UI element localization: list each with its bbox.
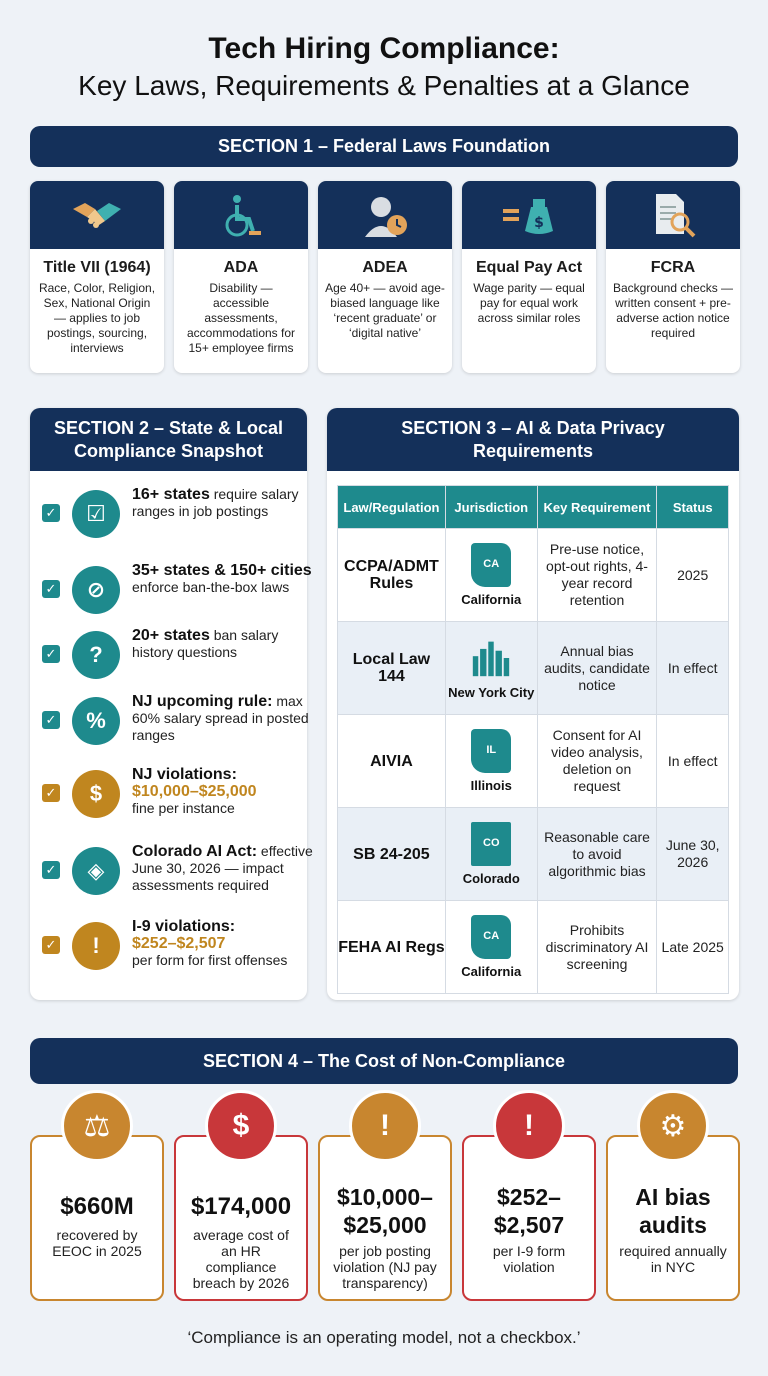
item-text bbox=[132, 843, 322, 894]
wheelchair-icon bbox=[217, 191, 265, 239]
percent-arrow-icon: % bbox=[72, 697, 120, 745]
section3-heading: SECTION 3 – AI & Data Privacy Requirements bbox=[327, 408, 739, 471]
clipboard-checklist-icon: ☑ bbox=[72, 490, 120, 538]
state-map-icon: CA bbox=[471, 915, 511, 959]
status-cell: In effect bbox=[657, 622, 729, 715]
item-highlight: NJ violations: bbox=[132, 766, 237, 783]
column-header: Jurisdiction bbox=[445, 486, 537, 529]
handshake-icon bbox=[69, 195, 125, 235]
law-description: Age 40+ — avoid age-biased language like ‘recent graduate’ or ‘digital native’ bbox=[325, 281, 445, 340]
state-map-icon: IL bbox=[471, 729, 511, 773]
status-cell: June 30, 2026 bbox=[657, 808, 729, 901]
jurisdiction-name: California bbox=[461, 963, 522, 979]
item-highlight: 20+ states bbox=[132, 627, 210, 644]
item-detail: enforce ban-the-box laws bbox=[132, 579, 290, 595]
item-text bbox=[132, 693, 322, 744]
law-cell: CCPA/ADMT Rules bbox=[338, 529, 446, 622]
item-highlight: I-9 violations: bbox=[132, 918, 236, 935]
form-alert-icon: ! bbox=[72, 922, 120, 970]
checkbox-icon: ✓ bbox=[42, 504, 60, 522]
cost-value: $252–$2,507 bbox=[493, 1184, 565, 1238]
federal-card-title-vii bbox=[30, 181, 164, 373]
fine-amount: $10,000–$25,000 bbox=[132, 783, 257, 800]
cost-value: $10,000–$25,000 bbox=[337, 1184, 433, 1238]
question-money-icon: ? bbox=[72, 631, 120, 679]
gavel-icon: ⚖ bbox=[61, 1090, 133, 1162]
column-header: Key Requirement bbox=[537, 486, 657, 529]
jurisdiction-cell bbox=[445, 715, 537, 808]
law-cell: AIVIA bbox=[338, 715, 446, 808]
item-text bbox=[132, 766, 322, 817]
status-cell: Late 2025 bbox=[657, 901, 729, 994]
law-description: Wage parity — equal pay for equal work across similar roles bbox=[473, 281, 585, 325]
state-map-icon: CA bbox=[471, 543, 511, 587]
jurisdiction-name: New York City bbox=[448, 684, 535, 700]
fine-amount: $252–$2,507 bbox=[132, 935, 226, 952]
document-alert-icon: ! bbox=[349, 1090, 421, 1162]
cost-description: recovered by EEOC in 2025 bbox=[52, 1227, 142, 1259]
law-cell: SB 24-205 bbox=[338, 808, 446, 901]
requirement-cell: Prohibits discriminatory AI screening bbox=[537, 901, 657, 994]
table-row bbox=[338, 529, 729, 622]
jurisdiction-cell bbox=[445, 529, 537, 622]
item-text bbox=[132, 918, 322, 969]
item-highlight: 35+ states & 150+ cities bbox=[132, 562, 312, 579]
item-text bbox=[132, 627, 322, 661]
section1-heading: SECTION 1 – Federal Laws Foundation bbox=[30, 126, 738, 167]
law-cell: Local Law 144 bbox=[338, 622, 446, 715]
requirement-cell: Reasonable care to avoid algorithmic bias bbox=[537, 808, 657, 901]
federal-card-fcra bbox=[606, 181, 740, 373]
robot-search-icon: ⚙ bbox=[637, 1090, 709, 1162]
item-highlight: NJ upcoming rule: bbox=[132, 693, 273, 710]
checkbox-icon: ✓ bbox=[42, 711, 60, 729]
table-row bbox=[338, 901, 729, 994]
table-row bbox=[338, 622, 729, 715]
law-cell: FEHA AI Regs bbox=[338, 901, 446, 994]
ai-brain-icon: ◈ bbox=[72, 847, 120, 895]
jurisdiction-cell bbox=[445, 901, 537, 994]
prohibited-icon: ⊘ bbox=[72, 566, 120, 614]
cost-description: per job posting violation (NJ pay transparency) bbox=[333, 1243, 437, 1291]
cost-description: required annually in NYC bbox=[619, 1243, 727, 1275]
item-text bbox=[132, 562, 322, 596]
page-subtitle: Key Laws, Requirements & Penalties at a Glance bbox=[78, 70, 690, 101]
requirement-cell: Pre-use notice, opt-out rights, 4-year record retention bbox=[537, 529, 657, 622]
status-cell: In effect bbox=[657, 715, 729, 808]
state-compliance-item bbox=[40, 562, 320, 622]
money-bag-equal-icon bbox=[499, 193, 559, 237]
state-map-icon: CO bbox=[471, 822, 511, 866]
form-alert-icon: ! bbox=[493, 1090, 565, 1162]
status-cell: 2025 bbox=[657, 529, 729, 622]
requirement-cell: Annual bias audits, candidate notice bbox=[537, 622, 657, 715]
svg-text:$: $ bbox=[534, 215, 544, 231]
item-detail: max 60% salary spread in posted ranges bbox=[132, 693, 309, 743]
state-compliance-item bbox=[40, 627, 320, 687]
checkbox-icon: ✓ bbox=[42, 936, 60, 954]
jurisdiction-name: Colorado bbox=[462, 870, 520, 886]
law-description: Race, Color, Religion, Sex, National Origin — applies to job postings, sourcing, interviews bbox=[38, 281, 156, 355]
federal-card-ada bbox=[174, 181, 308, 373]
cost-value: $174,000 bbox=[190, 1193, 292, 1220]
ai-regulations-table bbox=[337, 485, 729, 994]
item-detail: require salary ranges in job postings bbox=[132, 486, 299, 519]
item-detail: ban salary history questions bbox=[132, 627, 279, 660]
document-search-icon bbox=[648, 190, 698, 240]
section2-heading: SECTION 2 – State & Local Compliance Snapshot bbox=[30, 408, 307, 471]
cost-description: per I-9 form violation bbox=[492, 1243, 566, 1275]
requirement-cell: Consent for AI video analysis, deletion on request bbox=[537, 715, 657, 808]
state-compliance-item bbox=[40, 693, 320, 753]
skyline-icon bbox=[471, 636, 511, 680]
law-description: Disability — accessible assessments, accommodations for 15+ employee firms bbox=[186, 281, 296, 355]
jurisdiction-cell bbox=[445, 808, 537, 901]
item-detail: effective June 30, 2026 — impact assessments required bbox=[132, 843, 313, 893]
state-compliance-item bbox=[40, 766, 320, 826]
law-name: FCRA bbox=[650, 259, 696, 276]
cost-value: $660M bbox=[60, 1193, 134, 1220]
table-row bbox=[338, 808, 729, 901]
table-row bbox=[338, 715, 729, 808]
money-bag-icon: $ bbox=[72, 770, 120, 818]
state-compliance-item bbox=[40, 843, 320, 903]
jurisdiction-name: California bbox=[461, 591, 522, 607]
jurisdiction-cell bbox=[445, 622, 537, 715]
law-name: ADA bbox=[223, 259, 259, 276]
section4-heading: SECTION 4 – The Cost of Non-Compliance bbox=[30, 1038, 738, 1084]
law-name: ADEA bbox=[362, 259, 408, 276]
state-compliance-item bbox=[40, 486, 320, 546]
closing-quote: ‘Compliance is an operating model, not a checkbox.’ bbox=[187, 1328, 581, 1347]
checkbox-icon: ✓ bbox=[42, 645, 60, 663]
checkbox-icon: ✓ bbox=[42, 580, 60, 598]
checkbox-icon: ✓ bbox=[42, 784, 60, 802]
law-name: Equal Pay Act bbox=[475, 259, 583, 276]
item-highlight: Colorado AI Act: bbox=[132, 843, 258, 860]
cost-description: average cost of an HR compliance breach by 2026 bbox=[192, 1227, 290, 1291]
page-title: Tech Hiring Compliance: bbox=[208, 32, 560, 65]
jurisdiction-name: Illinois bbox=[470, 777, 512, 793]
checkbox-icon: ✓ bbox=[42, 861, 60, 879]
elder-clock-icon bbox=[359, 191, 411, 239]
broken-link-dollar-icon: $ bbox=[205, 1090, 277, 1162]
item-text bbox=[132, 486, 322, 520]
item-highlight: 16+ states bbox=[132, 486, 210, 503]
law-name: Title VII (1964) bbox=[43, 259, 151, 276]
item-detail: per form for first offenses bbox=[132, 952, 288, 968]
federal-card-adea bbox=[318, 181, 452, 373]
state-compliance-item bbox=[40, 918, 320, 978]
federal-card-equal-pay bbox=[462, 181, 596, 373]
law-description: Background checks — written consent + pre-adverse action notice required bbox=[612, 281, 734, 340]
column-header: Law/Regulation bbox=[338, 486, 446, 529]
item-detail: fine per instance bbox=[132, 800, 235, 816]
cost-value: AI bias audits bbox=[635, 1184, 711, 1238]
column-header: Status bbox=[657, 486, 729, 529]
